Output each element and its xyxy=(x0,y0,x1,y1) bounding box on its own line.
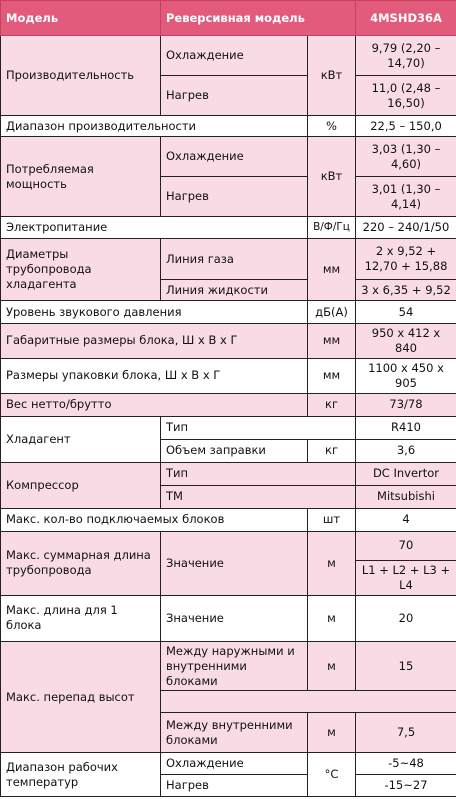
value-cell: 20 xyxy=(356,595,456,641)
row-label: Макс. суммарная длина трубопровода xyxy=(1,531,161,595)
unit-cell: кг xyxy=(308,439,356,462)
value-cell: 2 x 9,52 + 12,70 + 15,88 xyxy=(356,239,456,280)
header-row xyxy=(1,1,456,36)
value-cell: 1100 x 450 x 905 xyxy=(356,358,456,393)
unit-cell: кг xyxy=(308,393,356,416)
row-label: Диапазон рабочих температур xyxy=(1,753,161,797)
table-row xyxy=(1,137,456,177)
empty-cell xyxy=(161,691,456,713)
table-row xyxy=(1,531,456,560)
table-row xyxy=(1,753,456,775)
unit-cell: В/Ф/Гц xyxy=(308,217,356,239)
row-label: Вес нетто/брутто xyxy=(1,393,308,416)
value-cell: Mitsubishi xyxy=(356,485,456,508)
param-label: Охлаждение xyxy=(161,753,308,775)
table-row xyxy=(1,595,456,641)
unit-cell: м xyxy=(308,531,356,595)
table-row xyxy=(1,324,456,359)
value-cell: 22,5 – 150,0 xyxy=(356,116,456,137)
table-row xyxy=(1,36,456,76)
param-label: Нагрев xyxy=(161,76,308,116)
value-cell: 3,01 (1,30 – 4,14) xyxy=(356,177,456,217)
unit-cell: кВт xyxy=(308,36,356,116)
param-label: Нагрев xyxy=(161,177,308,217)
unit-cell: м xyxy=(308,641,356,691)
unit-cell: °С xyxy=(308,753,356,797)
header-model: Модель xyxy=(1,1,161,36)
header-value: 4MSHD36A xyxy=(356,1,456,36)
table-row xyxy=(1,301,456,324)
value-cell: 3,03 (1,30 – 4,60) xyxy=(356,137,456,177)
row-label: Макс. кол-во подключаемых блоков xyxy=(1,508,308,531)
row-label: Уровень звукового давления xyxy=(1,301,308,324)
unit-cell: мм xyxy=(308,324,356,359)
table-row xyxy=(1,393,456,416)
param-label: Линия жидкости xyxy=(161,280,308,301)
unit-cell: шт xyxy=(308,508,356,531)
table-row xyxy=(1,217,456,239)
row-label: Габаритные размеры блока, Ш х В х Г xyxy=(1,324,308,359)
value-cell: 3,6 xyxy=(356,439,456,462)
unit-cell: мм xyxy=(308,358,356,393)
unit-cell: кВт xyxy=(308,137,356,217)
formula-cell: L1 + L2 + L3 + L4 xyxy=(356,560,456,595)
unit-cell: мм xyxy=(308,239,356,301)
row-label: Хладагент xyxy=(1,416,161,462)
row-label: Электропитание xyxy=(1,217,308,239)
value-cell: 220 – 240/1/50 xyxy=(356,217,456,239)
value-cell: 70 xyxy=(356,531,456,560)
header-reversible: Реверсивная модель xyxy=(161,1,356,36)
param-label: Объем заправки xyxy=(161,439,308,462)
table-row xyxy=(1,416,456,439)
param-label: Значение xyxy=(161,595,308,641)
row-label: Диапазон производительности xyxy=(1,116,308,137)
value-cell: DC Invertor xyxy=(356,462,456,485)
table-row xyxy=(1,116,456,137)
value-cell: 950 x 412 x 840 xyxy=(356,324,456,359)
value-cell: 11,0 (2,48 – 16,50) xyxy=(356,76,456,116)
row-label: Производительность xyxy=(1,36,161,116)
table-row xyxy=(1,508,456,531)
value-cell: R410 xyxy=(356,416,456,439)
param-label: Охлаждение xyxy=(161,36,308,76)
row-label: Макс. длина для 1 блока xyxy=(1,595,161,641)
param-label: Тип xyxy=(161,416,356,439)
param-label: Тип xyxy=(161,462,356,485)
unit-cell: % xyxy=(308,116,356,137)
param-label: Значение xyxy=(161,531,308,595)
value-cell: 3 x 6,35 + 9,52 xyxy=(356,280,456,301)
value-cell: 73/78 xyxy=(356,393,456,416)
value-cell: 4 xyxy=(356,508,456,531)
value-cell: 7,5 xyxy=(356,713,456,753)
value-cell: -5~48 xyxy=(356,753,456,775)
param-label: ТМ xyxy=(161,485,356,508)
row-label: Макс. перепад высот xyxy=(1,641,161,753)
value-cell: 15 xyxy=(356,641,456,691)
row-label: Диаметры трубопровода хладагента xyxy=(1,239,161,301)
row-label: Компрессор xyxy=(1,462,161,508)
unit-cell: м xyxy=(308,713,356,753)
unit-cell: дБ(А) xyxy=(308,301,356,324)
unit-cell: м xyxy=(308,595,356,641)
value-cell: 9,79 (2,20 – 14,70) xyxy=(356,36,456,76)
table-row xyxy=(1,239,456,280)
table-row xyxy=(1,641,456,691)
param-label: Охлаждение xyxy=(161,137,308,177)
row-label: Размеры упаковки блока, Ш х В х Г xyxy=(1,358,308,393)
param-label: Линия газа xyxy=(161,239,308,280)
param-label: Между наружными и внутренними блоками xyxy=(161,641,308,691)
param-label: Между внутренними блоками xyxy=(161,713,308,753)
table-row xyxy=(1,462,456,485)
table-row xyxy=(1,358,456,393)
param-label: Нагрев xyxy=(161,775,308,797)
value-cell: 54 xyxy=(356,301,456,324)
value-cell: -15~27 xyxy=(356,775,456,797)
row-label: Потребляемая мощность xyxy=(1,137,161,217)
